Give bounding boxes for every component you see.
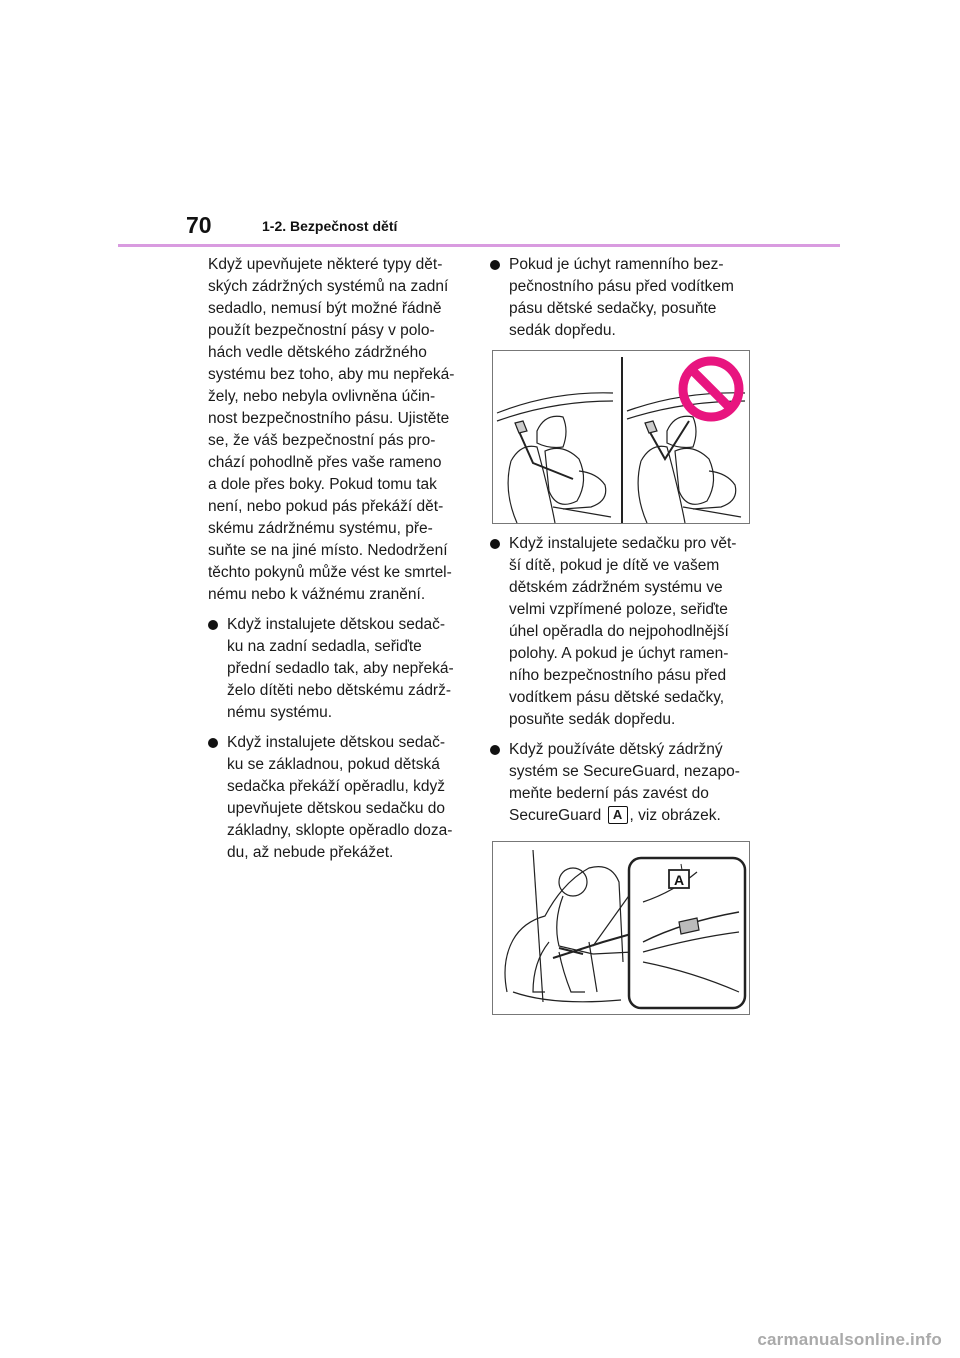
prohibition-icon xyxy=(683,361,739,417)
text-line: upevňujete dětskou sedačku do xyxy=(227,800,446,817)
label-a-badge: A xyxy=(608,806,628,824)
text-line: pásu dětské sedačky, posuňte xyxy=(509,300,717,317)
text-line: Když instalujete sedačku pro vět- xyxy=(509,535,737,552)
bullet-dot-icon xyxy=(490,745,500,755)
text-fragment: , viz obrázek. xyxy=(629,807,721,824)
text-line: vodítkem pásu dětské sedačky, xyxy=(509,689,725,706)
illustration-secureguard xyxy=(492,841,750,1015)
text-line: chází pohodlně přes vaše rameno xyxy=(208,454,442,471)
text-line: nému systému. xyxy=(227,704,333,721)
text-line: Když upevňujete některé typy dět- xyxy=(208,256,443,273)
text-line: sedadlo, nemusí být možné řádně xyxy=(208,300,442,317)
text-line: ší dítě, pokud je dítě ve vašem xyxy=(509,557,720,574)
text-line: ku na zadní sedadla, seřiďte xyxy=(227,638,422,655)
text-line: není, nebo pokud pás překáží dět- xyxy=(208,498,444,515)
text-line: sedák dopředu. xyxy=(509,322,616,339)
text-line: ku se základnou, pokud dětská xyxy=(227,756,440,773)
text-line: Pokud je úchyt ramenního bez- xyxy=(509,256,724,273)
text-line: hách vedle dětského zádržného xyxy=(208,344,427,361)
zoom-inset xyxy=(629,858,745,1008)
bullet-dot-icon xyxy=(490,539,500,549)
bullet-dot-icon xyxy=(490,260,500,270)
text-line: těchto pokynů může vést ke smrtel- xyxy=(208,564,452,581)
text-line: základny, sklopte opěradlo doza- xyxy=(227,822,453,839)
text-line: skému zádržnému systému, pře- xyxy=(208,520,433,537)
text-line: se, že váš bezpečnostní pás pro- xyxy=(208,432,436,449)
text-line: velmi vzpřímené poloze, seřiďte xyxy=(509,601,728,618)
text-line: a dole přes boky. Pokud tomu tak xyxy=(208,476,437,493)
right-column xyxy=(490,254,758,1024)
text-line: systému bez toho, aby mu nepřeká- xyxy=(208,366,455,383)
bullet-item xyxy=(490,533,758,731)
text-line: pečnostního pásu před vodítkem xyxy=(509,278,734,295)
text-line: želo dítěti nebo dětskému zádrž- xyxy=(227,682,452,699)
section-title: 1-2. Bezpečnost dětí xyxy=(262,218,398,234)
watermark-text: carmanualsonline.info xyxy=(757,1330,942,1349)
header-rule xyxy=(118,244,840,247)
text-line: systém se SecureGuard, nezapo- xyxy=(509,763,740,780)
text-line: nému nebo k vážnému zranění. xyxy=(208,586,426,603)
text-line: ního bezpečnostního pásu před xyxy=(509,667,727,684)
text-line: dětském zádržném systému ve xyxy=(509,579,723,596)
bullet-dot-icon xyxy=(208,620,218,630)
illustration-seat-belt-guide xyxy=(492,350,750,524)
text-line: suňte se na jiné místo. Nedodržení xyxy=(208,542,448,559)
bullet-item xyxy=(208,614,470,724)
text-line-with-label xyxy=(509,805,758,827)
left-column xyxy=(208,254,470,872)
text-line: nost bezpečnostního pásu. Ujistěte xyxy=(208,410,450,427)
text-line: posuňte sedák dopředu. xyxy=(509,711,676,728)
text-line: ských zádržných systémů na zadní xyxy=(208,278,449,295)
text-line: Když používáte dětský zádržný xyxy=(509,741,723,758)
text-line: Když instalujete dětskou sedač- xyxy=(227,734,445,751)
bullet-item xyxy=(490,254,758,342)
text-fragment: SecureGuard xyxy=(509,807,602,824)
text-line: sedačka překáží opěradlu, když xyxy=(227,778,445,795)
text-line: úhel opěradla do nejpohodlnější xyxy=(509,623,729,640)
bullet-dot-icon xyxy=(208,738,218,748)
text-line: polohy. A pokud je úchyt ramen- xyxy=(509,645,729,662)
text-line: přední sedadlo tak, aby nepřeká- xyxy=(227,660,454,677)
callout-a-label: A xyxy=(673,872,685,888)
page-number: 70 xyxy=(186,212,212,238)
seat-illustration-icon xyxy=(493,351,749,523)
secureguard-illustration-icon xyxy=(493,842,749,1014)
bullet-item xyxy=(490,739,758,827)
text-line: žely, nebo nebyla ovlivněna účin- xyxy=(208,388,436,405)
text-line: meňte bederní pás zavést do xyxy=(509,785,709,802)
text-line: Když instalujete dětskou sedač- xyxy=(227,616,445,633)
text-line: použít bezpečnostní pásy v polo- xyxy=(208,322,435,339)
intro-paragraph xyxy=(208,254,470,606)
text-line: du, až nebude překážet. xyxy=(227,844,394,861)
bullet-item xyxy=(208,732,470,864)
